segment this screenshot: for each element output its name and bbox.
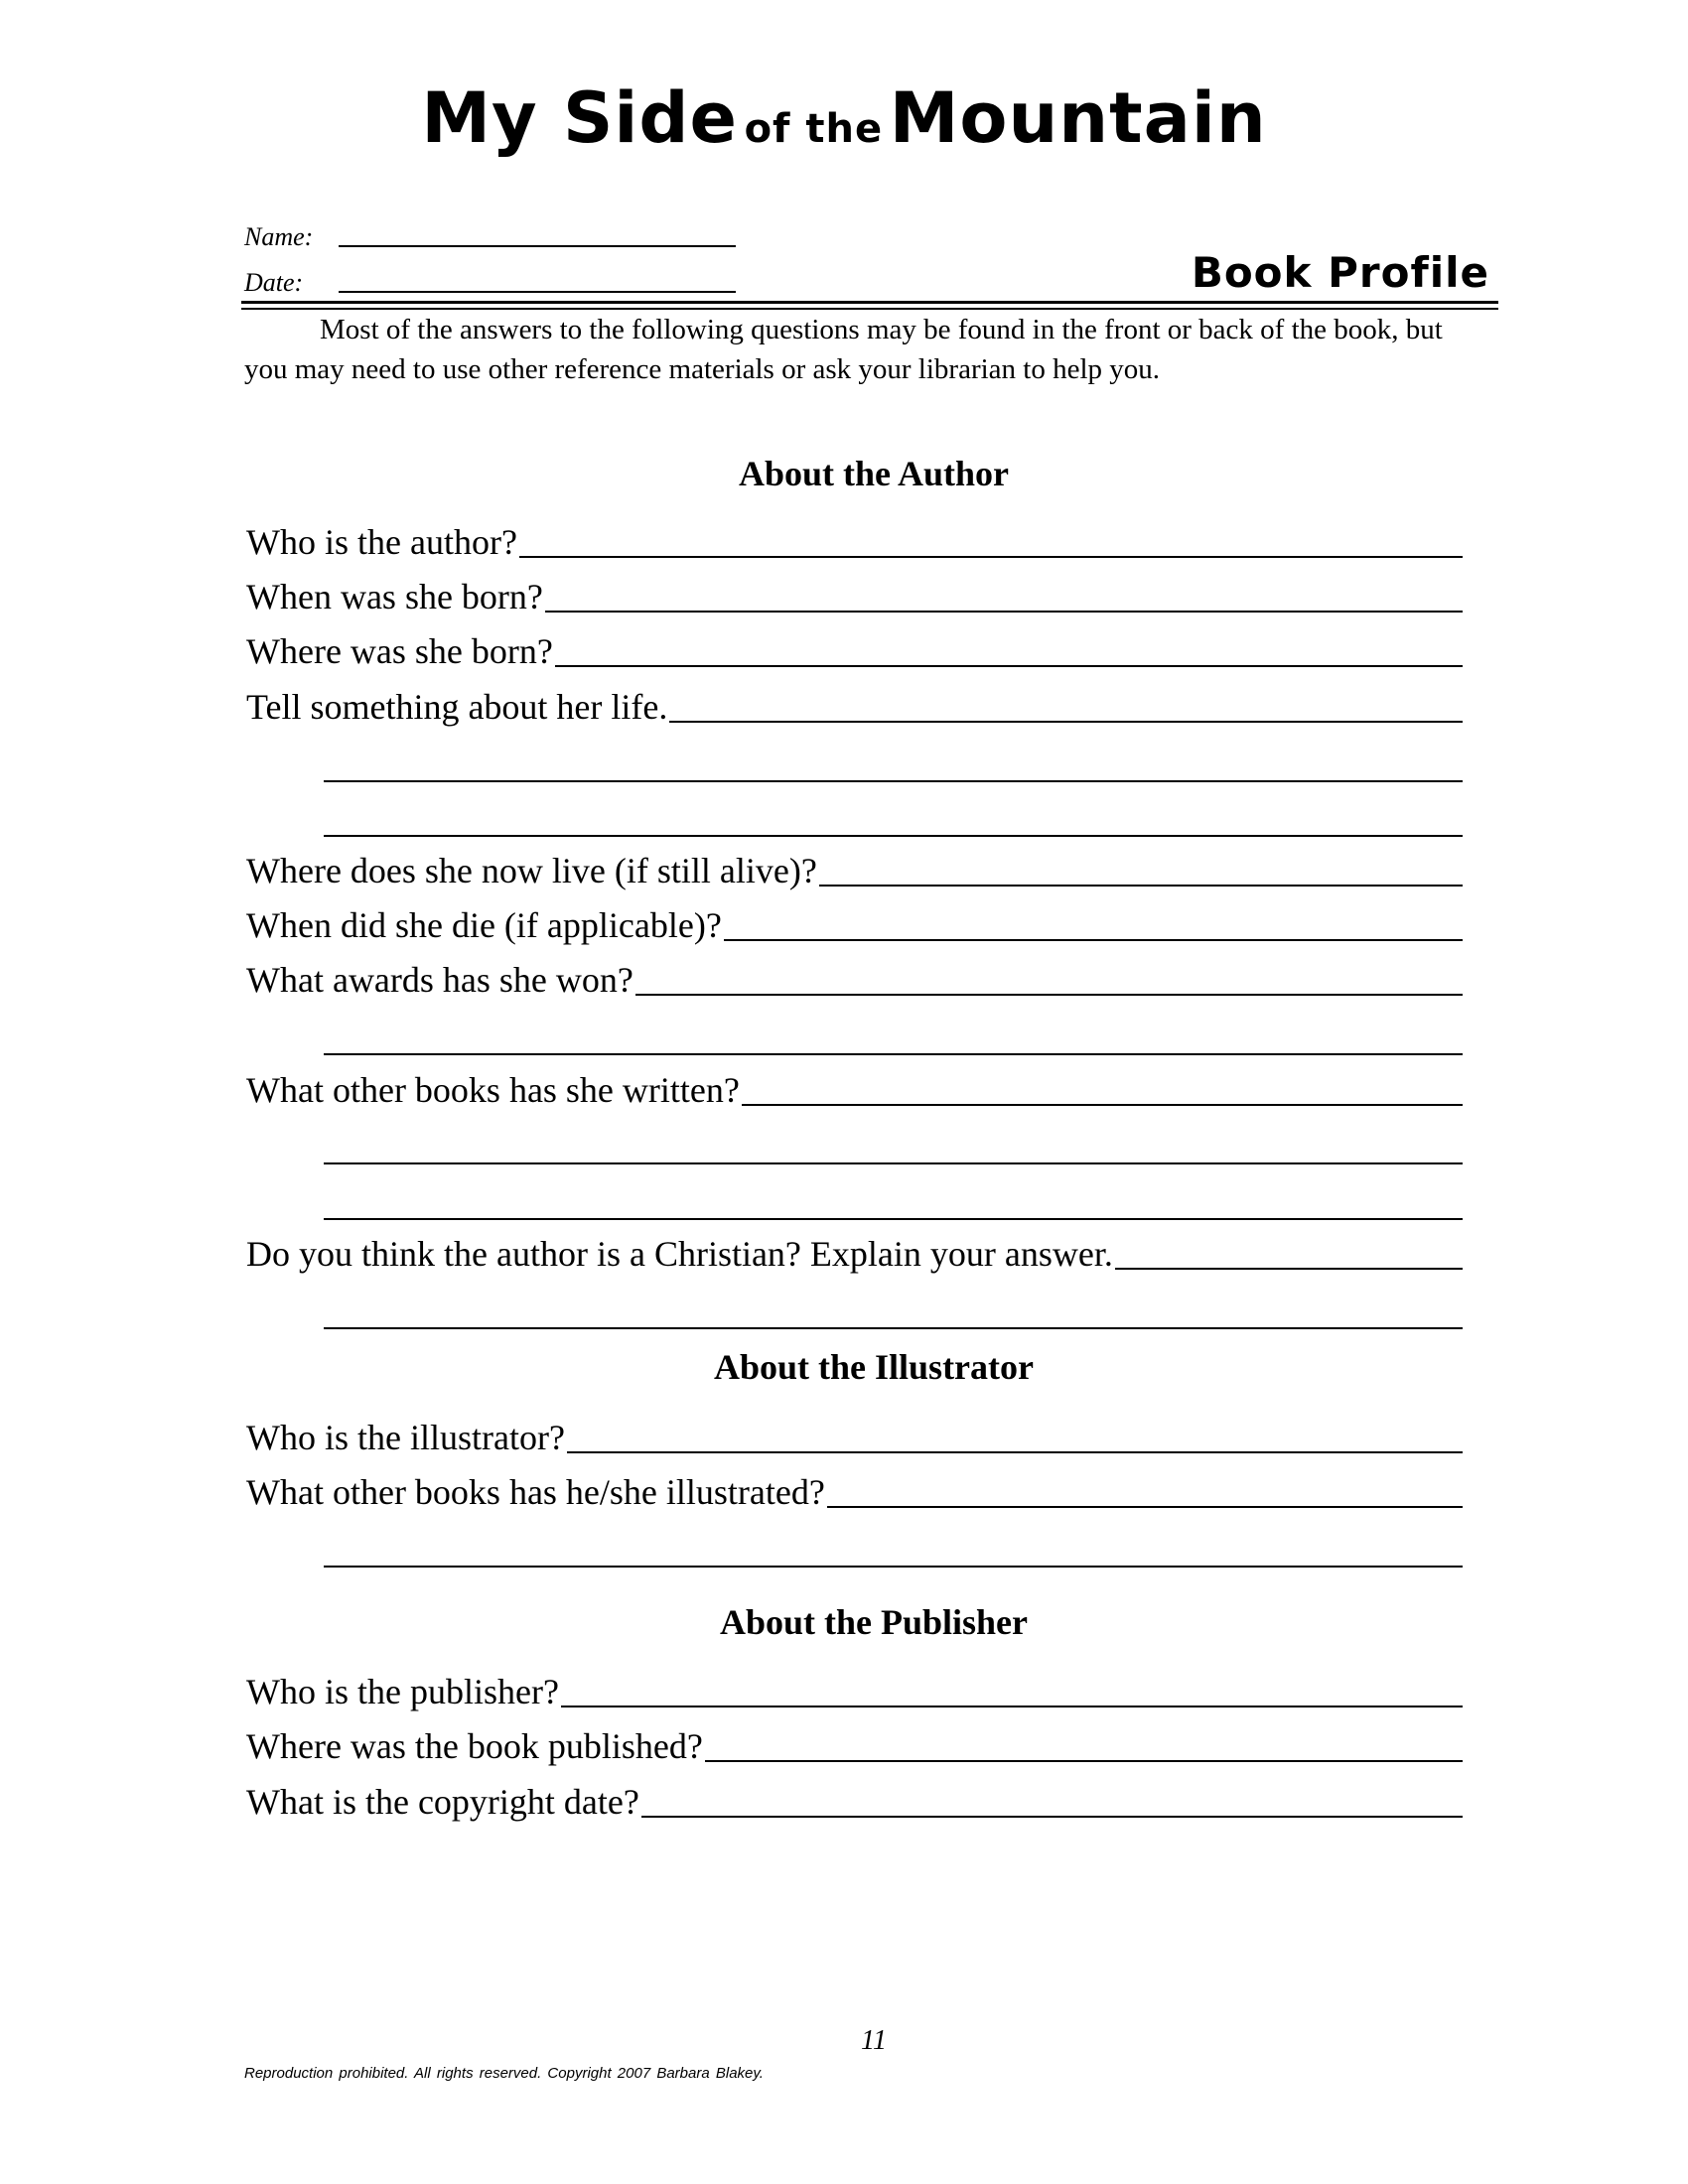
name-label: Name: — [244, 222, 314, 251]
header-rule-top — [241, 301, 1498, 304]
date-field[interactable] — [339, 291, 736, 293]
question-life — [246, 689, 1463, 725]
answer-line-extra[interactable] — [324, 1218, 1463, 1220]
answer-line-extra[interactable] — [324, 1053, 1463, 1055]
question-text: Where was she born? — [246, 631, 553, 671]
answer-line[interactable] — [555, 663, 1463, 667]
question-text: When was she born? — [246, 577, 543, 616]
instructions-paragraph — [244, 310, 1466, 389]
question-text: What awards has she won? — [246, 960, 633, 1000]
question-christian — [246, 1236, 1463, 1272]
answer-line[interactable] — [669, 719, 1463, 723]
answer-line-extra[interactable] — [324, 1162, 1463, 1164]
answer-line[interactable] — [519, 554, 1463, 558]
answer-line[interactable] — [1115, 1266, 1463, 1270]
question-publisher — [246, 1674, 1463, 1709]
question-text: Where does she now live (if still alive)? — [246, 851, 817, 890]
page-number: 11 — [861, 2025, 887, 2056]
question-text: Who is the author? — [246, 522, 517, 562]
answer-line[interactable] — [742, 1102, 1463, 1106]
page-title — [0, 77, 1688, 159]
answer-line-extra[interactable] — [324, 1327, 1463, 1329]
question-author — [246, 524, 1463, 560]
answer-line[interactable] — [724, 937, 1463, 941]
question-text: What is the copyright date? — [246, 1782, 639, 1822]
publisher-section-heading: About the Publisher — [719, 1602, 1029, 1642]
question-now-live — [246, 853, 1463, 888]
date-label: Date: — [244, 268, 304, 297]
answer-line[interactable] — [635, 992, 1463, 996]
question-text: Where was the book published? — [246, 1726, 703, 1766]
illustrator-section-heading: About the Illustrator — [714, 1347, 1034, 1387]
question-awards — [246, 962, 1463, 998]
title-of-the: of the — [744, 106, 884, 152]
question-text: What other books has he/she illustrated? — [246, 1472, 825, 1512]
answer-line[interactable] — [705, 1758, 1463, 1762]
name-field[interactable] — [339, 245, 736, 247]
date-field-row — [244, 268, 303, 298]
question-died — [246, 907, 1463, 943]
question-text: What other books has she written? — [246, 1070, 740, 1110]
name-field-row — [244, 222, 313, 252]
copyright-footer: Reproduction prohibited. All rights reserved. Copyright 2007 Barbara Blakey. — [244, 2065, 764, 2082]
answer-line-extra[interactable] — [324, 780, 1463, 782]
question-text: When did she die (if applicable)? — [246, 905, 722, 945]
question-born-when — [246, 579, 1463, 614]
question-copyright-date — [246, 1784, 1463, 1820]
question-text: Do you think the author is a Christian? Explain your answer. — [246, 1234, 1113, 1274]
instructions-text: Most of the answers to the following questions may be found in the front or back of the book, but you may need to use other reference materials or ask your librarian to help you. — [244, 314, 1443, 385]
question-illustrator — [246, 1420, 1463, 1455]
title-mountain: Mountain — [889, 77, 1267, 159]
answer-line[interactable] — [827, 1504, 1463, 1508]
question-born-where — [246, 633, 1463, 669]
question-other-books — [246, 1072, 1463, 1108]
answer-line-extra[interactable] — [324, 1566, 1463, 1568]
answer-line[interactable] — [819, 883, 1463, 887]
author-section-heading: About the Author — [738, 454, 1010, 493]
answer-line[interactable] — [561, 1704, 1463, 1707]
title-my-side: My Side — [421, 77, 738, 159]
answer-line-extra[interactable] — [324, 835, 1463, 837]
answer-line[interactable] — [545, 609, 1463, 613]
question-published-where — [246, 1728, 1463, 1764]
question-text: Who is the publisher? — [246, 1672, 559, 1711]
book-profile-heading: Book Profile — [1191, 248, 1489, 297]
question-illustrated-books — [246, 1474, 1463, 1510]
answer-line[interactable] — [567, 1449, 1463, 1453]
answer-line[interactable] — [641, 1814, 1463, 1818]
question-text: Who is the illustrator? — [246, 1418, 565, 1457]
question-text: Tell something about her life. — [246, 687, 668, 727]
